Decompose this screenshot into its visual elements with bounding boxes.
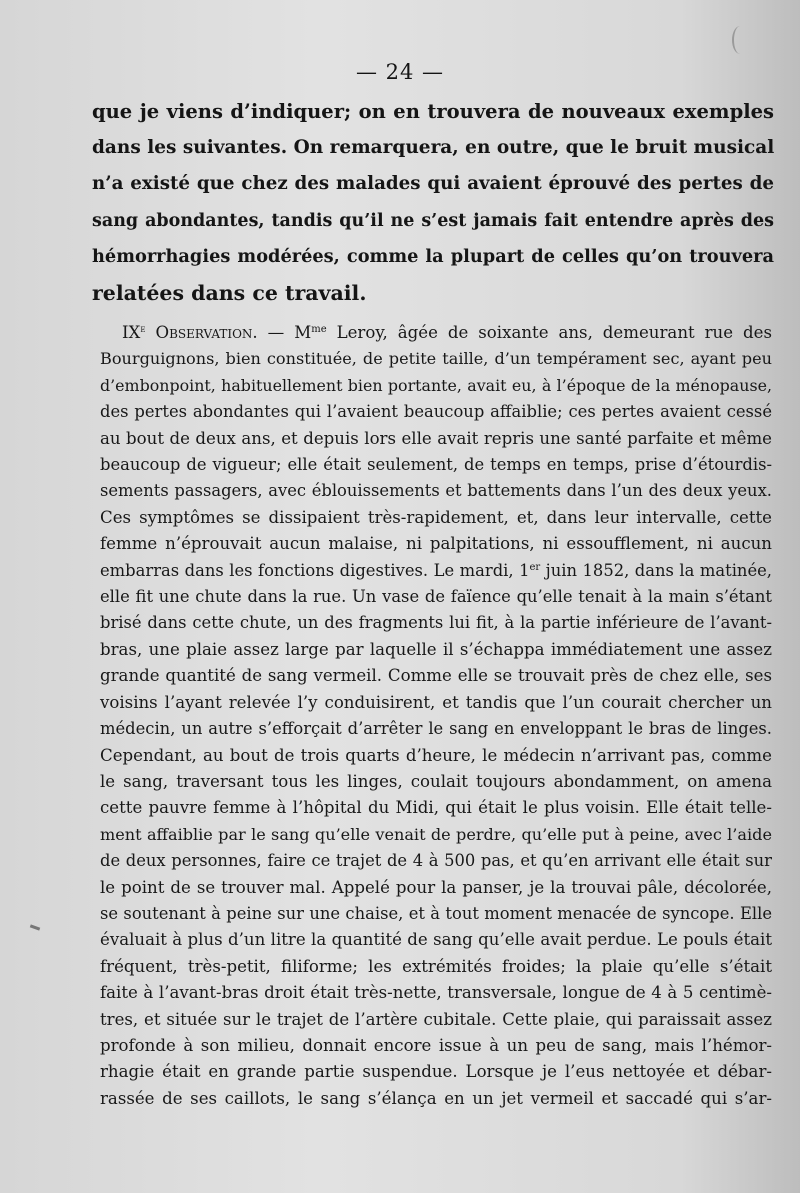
text-line: rassée de ses caillots, le sang s’élança en un jet vermeil et saccadé qui s’ar-	[100, 1088, 772, 1108]
text-line: cette pauvre femme à l’hôpital du Midi, qui était le plus voisin. Elle était telle-	[100, 798, 772, 818]
text-line: femme n’éprouvait aucun malaise, ni palpitations, ni essoufflement, ni aucun	[100, 534, 772, 554]
intro-paragraph	[92, 94, 774, 311]
margin-mark	[30, 924, 40, 930]
text-line: se soutenant à peine sur une chaise, et à tout moment menacée de syncope. Elle	[100, 903, 772, 923]
text-line: brisé dans cette chute, un des fragments lui fit, à la partie inférieure de l’avant-	[100, 613, 772, 633]
text-line: rhagie était en grande partie suspendue. Lorsque je l’eus nettoyée et débar-	[100, 1062, 772, 1082]
text-line: Bourguignons, bien constituée, de petite taille, d’un tempérament sec, ayant peu	[100, 349, 772, 369]
text-line: hémorrhagies modérées, comme la plupart de celles qu’on trouvera	[92, 245, 774, 267]
text-line: sang abondantes, tandis qu’il ne s’est jamais fait entendre après des	[92, 210, 774, 231]
text-line: des pertes abondantes qui l’avaient beaucoup affaiblie; ces pertes avaient cessé	[100, 402, 772, 422]
observation-heading: IXe Observation.	[122, 323, 258, 342]
text-line: grande quantité de sang vermeil. Comme elle se trouvait près de chez elle, ses	[100, 666, 772, 686]
page-number: — 24 —	[355, 60, 445, 84]
text-line: tres, et située sur le trajet de l’artère cubitale. Cette plaie, qui paraissait assez	[100, 1009, 772, 1029]
text-line: le point de se trouver mal. Appelé pour la panser, je la trouvai pâle, décolorée,	[100, 877, 772, 897]
text-line: que je viens d’indiquer; on en trouvera de nouveaux exemples	[92, 100, 774, 123]
text-line: bras, une plaie assez large par laquelle il s’échappa immédiatement une assez	[100, 639, 772, 659]
text-line: le sang, traversant tous les linges, coulait toujours abondamment, on amena	[100, 771, 772, 791]
text-line: ment affaiblie par le sang qu’elle venait de perdre, qu’elle put à peine, avec l’aide	[100, 824, 772, 844]
text-line: profonde à son milieu, donnait encore issue à un peu de sang, mais l’hémor-	[100, 1035, 772, 1055]
page-corner-mark	[732, 26, 748, 54]
text-line: elle fit une chute dans la rue. Un vase de faïence qu’elle tenait à la main s’étant	[100, 587, 772, 607]
text-line: n’a existé que chez des malades qui avaient éprouvé des pertes de	[92, 173, 774, 195]
text-line: relatées dans ce travail.	[92, 281, 367, 306]
text-line: de deux personnes, faire ce trajet de 4 à 500 pas, et qu’en arrivant elle était sur	[100, 851, 772, 871]
text-line: dans les suivantes. On remarquera, en outre, que le bruit musical	[92, 137, 775, 159]
text-line: faite à l’avant-bras droit était très-nette, transversale, longue de 4 à 5 centimè-	[100, 983, 772, 1003]
text-line: beaucoup de vigueur; elle était seulement, de temps en temps, prise d’étourdis-	[100, 455, 772, 475]
text-line: voisins l’ayant relevée l’y conduisirent, et tandis que l’un courait chercher un	[100, 692, 772, 712]
text-line: fréquent, très-petit, filiforme; les extrémités froides; la plaie qu’elle s’était	[100, 956, 772, 976]
text-line: d’embonpoint, habituellement bien portante, avait eu, à l’époque de la ménopause,	[100, 375, 772, 395]
text-line: Cependant, au bout de trois quarts d’heure, le médecin n’arrivant pas, comme	[100, 745, 772, 765]
patient-title: $M^{me}$	[294, 323, 327, 342]
text-line: médecin, un autre s’efforçait d’arrêter le sang en enveloppant le bras de linges.	[100, 719, 772, 739]
text-line: sements passagers, avec éblouissements et battements dans l’un des deux yeux.	[100, 481, 772, 501]
text-line: au bout de deux ans, et depuis lors elle avait repris une santé parfaite et même	[100, 428, 772, 448]
date-line: embarras dans les fonctions digestives. Le mardi, 1er juin 1852, dans la matinée,	[100, 560, 772, 580]
text-line: évaluait à plus d’un litre la quantité de sang qu’elle avait perdue. Le pouls était	[100, 930, 772, 950]
observation-first-line: IXe Observation. — $M^{me}$ Leroy, âgée de soixante ans, demeurant rue des	[122, 323, 772, 342]
text-line: Ces symptômes se dissipaient très-rapidement, et, dans leur intervalle, cette	[100, 507, 772, 527]
observation-paragraph	[100, 320, 772, 1112]
